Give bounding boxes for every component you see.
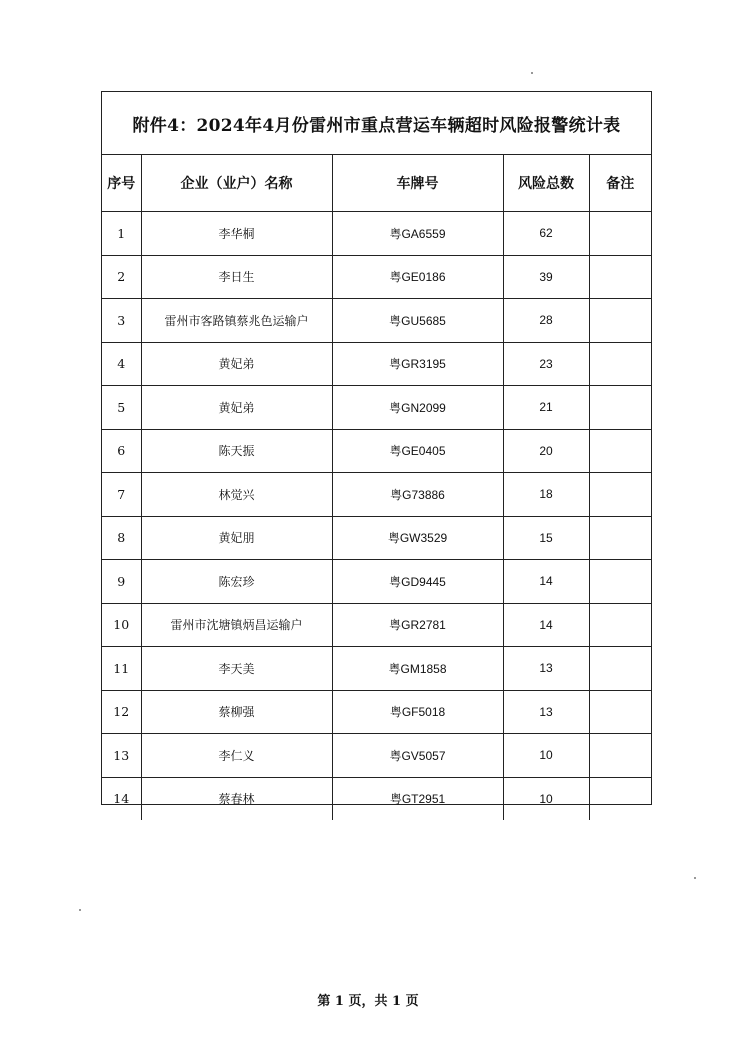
plate-number-cell: 粤GR3195 <box>332 342 503 386</box>
risk-total-cell: 14 <box>503 560 589 604</box>
remarks-cell <box>589 386 651 430</box>
header-seq: 序号 <box>102 155 141 212</box>
plate-number-cell: 粤GT2951 <box>332 777 503 820</box>
remarks-cell <box>589 212 651 256</box>
risk-total-cell: 62 <box>503 212 589 256</box>
table-row <box>102 690 651 734</box>
risk-total-cell: 39 <box>503 255 589 299</box>
table-row <box>102 473 651 517</box>
risk-total-cell: 10 <box>503 734 589 778</box>
remarks-cell <box>589 647 651 691</box>
seq-cell: 11 <box>102 647 141 691</box>
header-plate-number: 车牌号 <box>332 155 503 212</box>
plate-number-cell: 粤GR2781 <box>332 603 503 647</box>
remarks-cell <box>589 473 651 517</box>
plate-number-cell: 粤GF5018 <box>332 690 503 734</box>
risk-total-cell: 28 <box>503 299 589 343</box>
plate-number-cell: 粤GN2099 <box>332 386 503 430</box>
company-name-cell: 蔡柳强 <box>141 690 332 734</box>
table-row <box>102 212 651 256</box>
company-name-cell: 李华桐 <box>141 212 332 256</box>
company-name-cell: 李仁义 <box>141 734 332 778</box>
statistics-table-sheet <box>101 91 652 805</box>
company-name-cell: 李天美 <box>141 647 332 691</box>
remarks-cell <box>589 516 651 560</box>
company-name-cell: 蔡春林 <box>141 777 332 820</box>
table-row <box>102 516 651 560</box>
seq-cell: 14 <box>102 777 141 820</box>
table-row <box>102 603 651 647</box>
company-name-cell: 雷州市沈塘镇炳昌运输户 <box>141 603 332 647</box>
remarks-cell <box>589 255 651 299</box>
seq-cell: 4 <box>102 342 141 386</box>
header-remarks: 备注 <box>589 155 651 212</box>
remarks-cell <box>589 603 651 647</box>
plate-number-cell: 粤GE0186 <box>332 255 503 299</box>
table-row <box>102 560 651 604</box>
scan-speck <box>79 909 81 911</box>
risk-total-cell: 21 <box>503 386 589 430</box>
remarks-cell <box>589 342 651 386</box>
seq-cell: 6 <box>102 429 141 473</box>
seq-cell: 8 <box>102 516 141 560</box>
seq-cell: 10 <box>102 603 141 647</box>
table-body <box>102 212 651 821</box>
risk-total-cell: 23 <box>503 342 589 386</box>
remarks-cell <box>589 734 651 778</box>
risk-total-cell: 13 <box>503 690 589 734</box>
document-title: 附件4：2024年4月份雷州市重点营运车辆超时风险报警统计表 <box>102 92 651 155</box>
header-company-name: 企业（业户）名称 <box>141 155 332 212</box>
table-row <box>102 429 651 473</box>
risk-alarm-table <box>102 155 651 820</box>
plate-number-cell: 粤GD9445 <box>332 560 503 604</box>
seq-cell: 7 <box>102 473 141 517</box>
risk-total-cell: 20 <box>503 429 589 473</box>
remarks-cell <box>589 690 651 734</box>
plate-number-cell: 粤GW3529 <box>332 516 503 560</box>
remarks-cell <box>589 777 651 820</box>
seq-cell: 5 <box>102 386 141 430</box>
table-header-row <box>102 155 651 212</box>
scan-speck <box>694 877 696 879</box>
plate-number-cell: 粤GA6559 <box>332 212 503 256</box>
seq-cell: 9 <box>102 560 141 604</box>
seq-cell: 2 <box>102 255 141 299</box>
table-row <box>102 734 651 778</box>
remarks-cell <box>589 299 651 343</box>
risk-total-cell: 13 <box>503 647 589 691</box>
table-row <box>102 342 651 386</box>
seq-cell: 1 <box>102 212 141 256</box>
company-name-cell: 李日生 <box>141 255 332 299</box>
table-row <box>102 647 651 691</box>
page-footer: 第 1 页，共 1 页 <box>317 994 419 1009</box>
table-row <box>102 777 651 820</box>
remarks-cell <box>589 429 651 473</box>
seq-cell: 13 <box>102 734 141 778</box>
table-row <box>102 386 651 430</box>
header-risk-total: 风险总数 <box>503 155 589 212</box>
plate-number-cell: 粤GE0405 <box>332 429 503 473</box>
company-name-cell: 雷州市客路镇蔡兆色运输户 <box>141 299 332 343</box>
remarks-cell <box>589 560 651 604</box>
risk-total-cell: 14 <box>503 603 589 647</box>
table-row <box>102 299 651 343</box>
plate-number-cell: 粤GV5057 <box>332 734 503 778</box>
risk-total-cell: 15 <box>503 516 589 560</box>
company-name-cell: 黄妃弟 <box>141 386 332 430</box>
plate-number-cell: 粤G73886 <box>332 473 503 517</box>
scan-speck <box>531 72 533 74</box>
company-name-cell: 陈宏珍 <box>141 560 332 604</box>
seq-cell: 12 <box>102 690 141 734</box>
risk-total-cell: 18 <box>503 473 589 517</box>
plate-number-cell: 粤GU5685 <box>332 299 503 343</box>
plate-number-cell: 粤GM1858 <box>332 647 503 691</box>
company-name-cell: 黄妃弟 <box>141 342 332 386</box>
table-row <box>102 255 651 299</box>
company-name-cell: 黄妃朋 <box>141 516 332 560</box>
seq-cell: 3 <box>102 299 141 343</box>
risk-total-cell: 10 <box>503 777 589 820</box>
company-name-cell: 林觉兴 <box>141 473 332 517</box>
company-name-cell: 陈天振 <box>141 429 332 473</box>
